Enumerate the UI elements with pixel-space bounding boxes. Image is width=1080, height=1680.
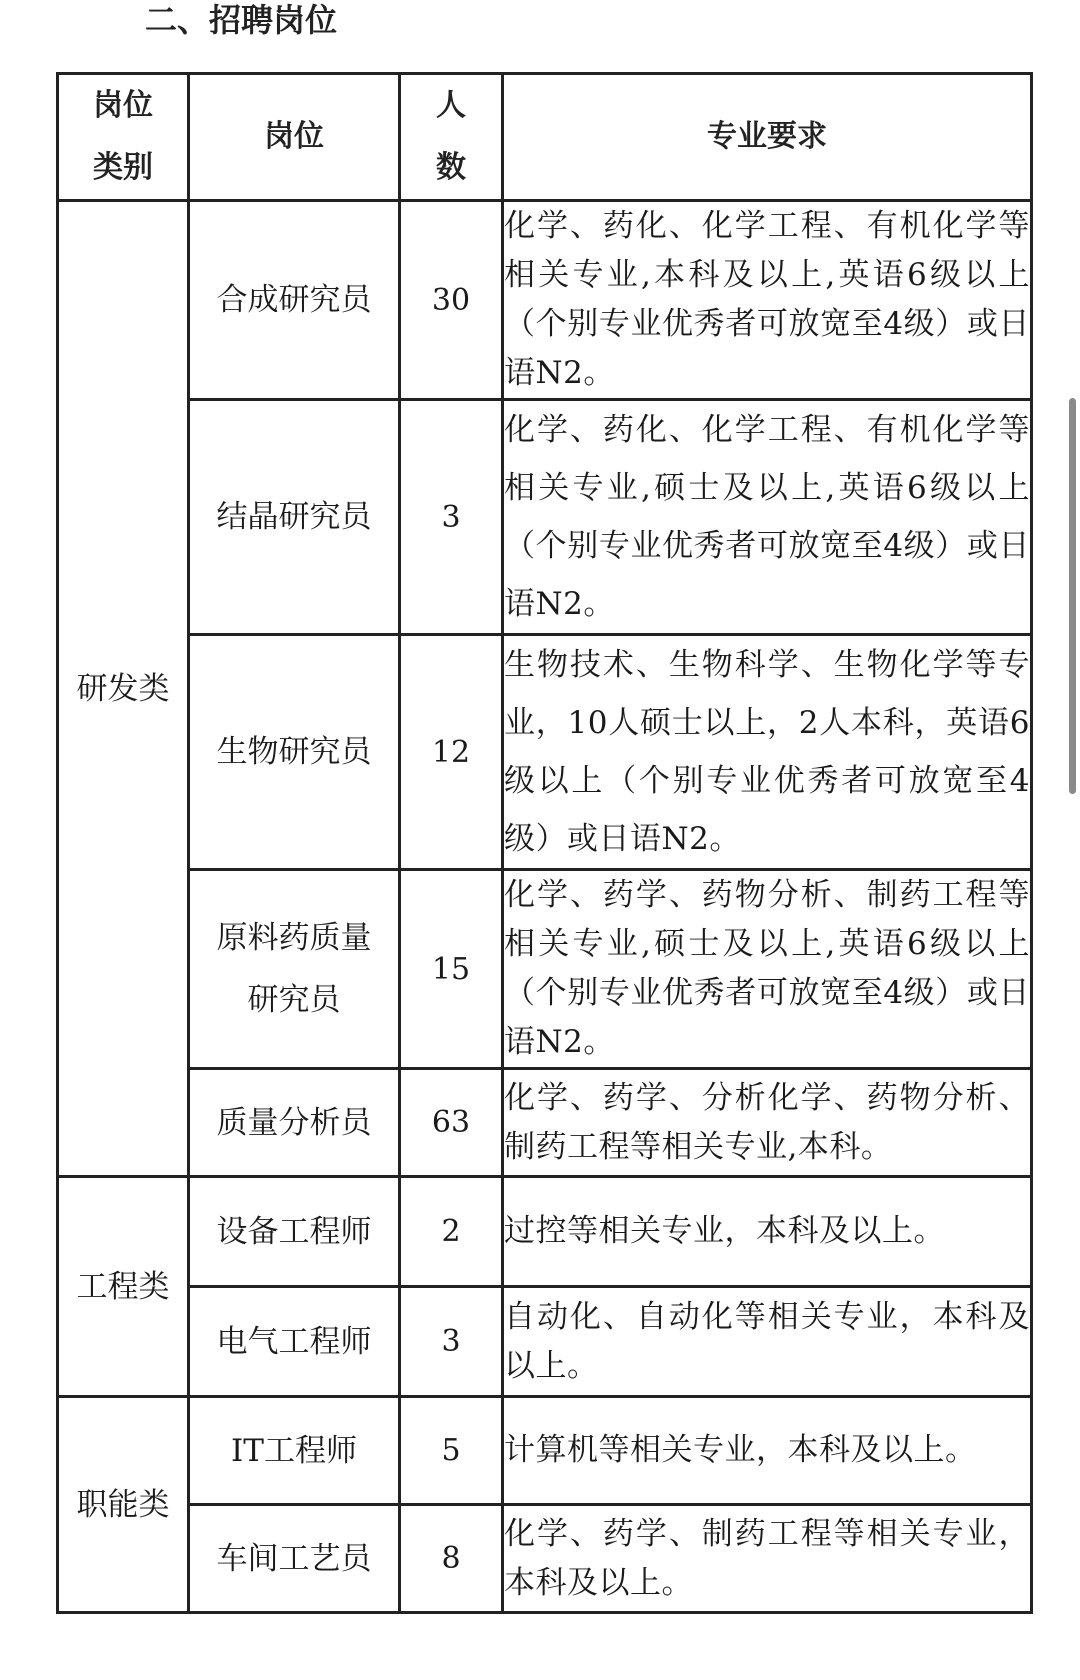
count-cell: 2 <box>400 1177 503 1287</box>
requirement-cell: 化学、药学、制药工程等相关专业，本科及以上。 <box>503 1505 1032 1613</box>
table-row <box>58 1287 1032 1397</box>
requirement-cell: 化学、药化、化学工程、有机化学等相关专业,硕士及以上,英语6级以上（个别专业优秀者可放宽至4级）或日语N2。 <box>503 400 1032 635</box>
header-position: 岗位 <box>189 74 400 201</box>
requirement-cell: 化学、药化、化学工程、有机化学等相关专业,本科及以上,英语6级以上（个别专业优秀者可放宽至4级）或日语N2。 <box>503 201 1032 400</box>
position-cell: 原料药质量研究员 <box>189 870 400 1069</box>
category-cell: 工程类 <box>58 1177 189 1397</box>
count-cell: 30 <box>400 201 503 400</box>
position-cell: 质量分析员 <box>189 1069 400 1177</box>
requirement-cell: 计算机等相关专业，本科及以上。 <box>503 1397 1032 1505</box>
count-cell: 12 <box>400 635 503 870</box>
header-count: 人数 <box>400 74 503 201</box>
recruitment-table <box>56 72 1033 1614</box>
position-cell: 设备工程师 <box>189 1177 400 1287</box>
table-row <box>58 1397 1032 1505</box>
category-cell: 研发类 <box>58 201 189 1177</box>
table-row <box>58 1505 1032 1613</box>
count-cell: 8 <box>400 1505 503 1613</box>
table-row <box>58 870 1032 1069</box>
count-cell: 3 <box>400 1287 503 1397</box>
count-cell: 15 <box>400 870 503 1069</box>
position-cell: IT工程师 <box>189 1397 400 1505</box>
requirement-cell: 化学、药学、分析化学、药物分析、制药工程等相关专业,本科。 <box>503 1069 1032 1177</box>
position-cell: 结晶研究员 <box>189 400 400 635</box>
count-cell: 63 <box>400 1069 503 1177</box>
requirement-cell: 化学、药学、药物分析、制药工程等相关专业,硕士及以上,英语6级以上（个别专业优秀者可放宽至4级）或日语N2。 <box>503 870 1032 1069</box>
header-category: 岗位类别 <box>58 74 189 201</box>
requirement-cell: 过控等相关专业，本科及以上。 <box>503 1177 1032 1287</box>
position-cell: 电气工程师 <box>189 1287 400 1397</box>
section-title: 二、招聘岗位 <box>145 1 338 39</box>
requirement-cell: 自动化、自动化等相关专业，本科及以上。 <box>503 1287 1032 1397</box>
header-requirement: 专业要求 <box>503 74 1032 201</box>
position-cell: 生物研究员 <box>189 635 400 870</box>
requirement-cell: 生物技术、生物科学、生物化学等专业，10人硕士以上，2人本科，英语6级以上（个别专业优秀者可放宽至4级）或日语N2。 <box>503 635 1032 870</box>
position-cell: 合成研究员 <box>189 201 400 400</box>
table-row <box>58 635 1032 870</box>
table-row <box>58 400 1032 635</box>
count-cell: 3 <box>400 400 503 635</box>
table-row <box>58 201 1032 400</box>
vertical-scrollbar[interactable] <box>1069 398 1076 794</box>
category-cell: 职能类 <box>58 1397 189 1613</box>
table-row <box>58 1069 1032 1177</box>
table-row <box>58 1177 1032 1287</box>
table-header-row <box>58 74 1032 201</box>
position-cell: 车间工艺员 <box>189 1505 400 1613</box>
count-cell: 5 <box>400 1397 503 1505</box>
